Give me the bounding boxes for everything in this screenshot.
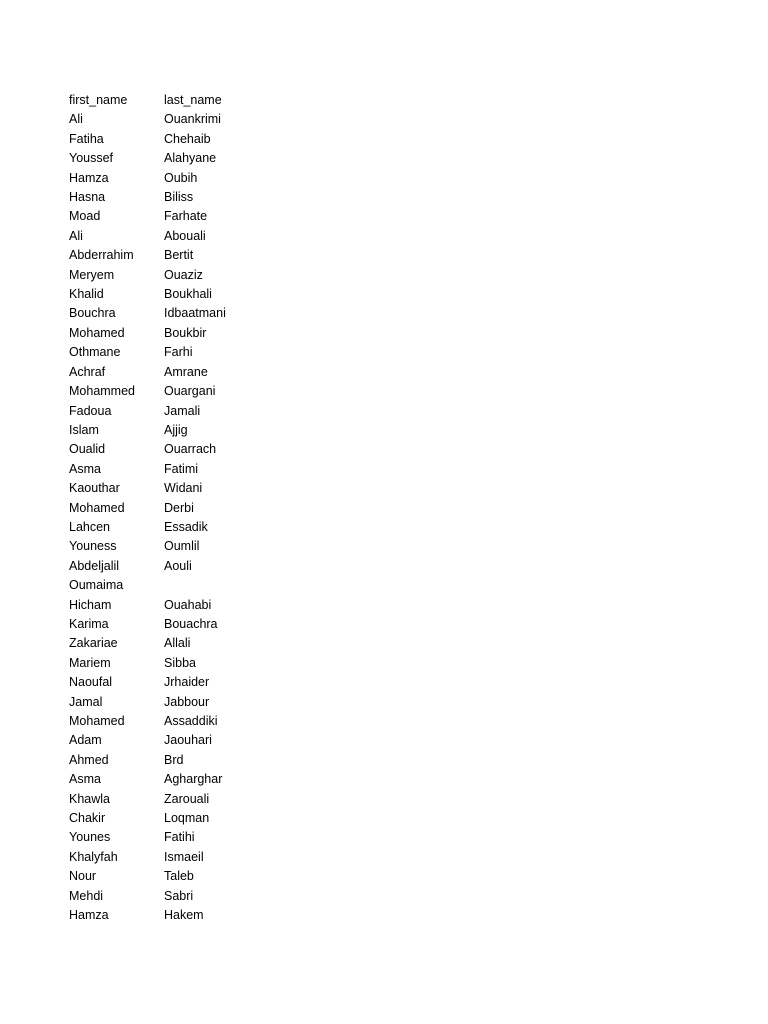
last-name-cell: Jamali: [164, 403, 201, 418]
table-row: [69, 188, 284, 207]
first-name-cell: Fadoua: [69, 403, 112, 418]
first-name-cell: Youssef: [69, 151, 114, 166]
table-row: [69, 537, 284, 556]
first-name-cell: Achraf: [69, 364, 106, 379]
first-name-cell: Mohammed: [69, 384, 135, 399]
table-row: [69, 149, 284, 168]
name-rows: [69, 110, 284, 925]
table-row: [69, 304, 284, 323]
first-name-cell: Youness: [69, 539, 117, 554]
first-name-cell: Ahmed: [69, 752, 109, 767]
last-name-cell: Bertit: [164, 248, 194, 263]
table-row: [69, 518, 284, 537]
first-name-cell: Mehdi: [69, 888, 104, 903]
table-row: [69, 169, 284, 188]
last-name-cell: Allali: [164, 636, 191, 651]
first-name-cell: Younes: [69, 830, 111, 845]
first-name-cell: Fatiha: [69, 131, 104, 146]
last-name-cell: Fatihi: [164, 830, 195, 845]
last-name-cell: Farhate: [164, 209, 208, 224]
first-name-cell: Khalyfah: [69, 849, 118, 864]
first-name-cell: Abdeljalil: [69, 558, 120, 573]
last-name-cell: Boukhali: [164, 287, 212, 302]
first-name-cell: Karima: [69, 616, 109, 631]
last-name-cell: Fatimi: [164, 461, 199, 476]
last-name-cell: Sibba: [164, 655, 196, 670]
last-name-cell: Zarouali: [164, 791, 210, 806]
first-name-cell: Asma: [69, 461, 101, 476]
last-name-cell: Ouahabi: [164, 597, 212, 612]
first-name-cell: Hamza: [69, 908, 109, 923]
first-name-cell: Nour: [69, 869, 97, 884]
last-name-cell: Hakem: [164, 908, 204, 923]
last-name-cell: Farhi: [164, 345, 193, 360]
first-name-cell: Mohamed: [69, 325, 125, 340]
table-row: [69, 712, 284, 731]
table-row: [69, 828, 284, 847]
table-row: [69, 731, 284, 750]
table-row: [69, 460, 284, 479]
last-name-cell: Ouankrimi: [164, 112, 221, 127]
first-name-cell: Mariem: [69, 655, 111, 670]
table-row: [69, 615, 284, 634]
last-name-cell: Jabbour: [164, 694, 210, 709]
table-row: [69, 770, 284, 789]
header-first-name: first_name: [69, 93, 128, 107]
table-row: [69, 285, 284, 304]
table-row: [69, 557, 284, 576]
last-name-cell: Ouaziz: [164, 267, 203, 282]
first-name-cell: Ali: [69, 228, 83, 243]
table-row: [69, 363, 284, 382]
first-name-cell: Khalid: [69, 287, 104, 302]
first-name-cell: Oualid: [69, 442, 106, 457]
last-name-cell: Assaddiki: [164, 714, 218, 728]
last-name-cell: Amrane: [164, 364, 208, 379]
last-name-cell: Jaouhari: [164, 733, 212, 748]
first-name-cell: Lahcen: [69, 519, 111, 534]
table-row: [69, 867, 284, 886]
table-row: [69, 324, 284, 343]
last-name-cell: Derbi: [164, 500, 194, 515]
last-name-cell: Idbaatmani: [164, 306, 226, 321]
first-name-cell: Othmane: [69, 345, 121, 360]
table-row: [69, 130, 284, 149]
first-name-cell: Hamza: [69, 170, 109, 185]
table-row: [69, 693, 284, 712]
first-name-cell: Naoufal: [69, 675, 113, 690]
last-name-cell: Essadik: [164, 519, 208, 534]
first-name-cell: Mohamed: [69, 714, 125, 728]
first-name-cell: Khawla: [69, 791, 110, 806]
first-name-cell: Jamal: [69, 694, 103, 709]
last-name-cell: Ouarrach: [164, 442, 217, 457]
table-row: [69, 440, 284, 459]
first-name-cell: Zakariae: [69, 636, 118, 651]
first-name-cell: Meryem: [69, 267, 115, 282]
table-row: [69, 673, 284, 692]
table-row: [69, 382, 284, 401]
first-name-cell: Oumaima: [69, 578, 124, 593]
last-name-cell: Loqman: [164, 811, 210, 826]
table-row: [69, 343, 284, 362]
last-name-cell: Sabri: [164, 888, 194, 903]
names-sheet: [69, 91, 284, 925]
table-row: [69, 266, 284, 285]
table-row: [69, 790, 284, 809]
table-row: [69, 227, 284, 246]
first-name-cell: Ali: [69, 112, 83, 127]
last-name-cell: Ajjig: [164, 422, 188, 437]
last-name-cell: Jrhaider: [164, 675, 210, 690]
table-row: [69, 887, 284, 906]
last-name-cell: Oubih: [164, 170, 198, 185]
header-row: [69, 91, 284, 110]
first-name-cell: Hasna: [69, 190, 106, 205]
last-name-cell: Boukbir: [164, 325, 207, 340]
table-row: [69, 499, 284, 518]
table-row: [69, 246, 284, 265]
last-name-cell: Alahyane: [164, 151, 217, 166]
last-name-cell: Taleb: [164, 869, 194, 884]
last-name-cell: Biliss: [164, 190, 194, 205]
first-name-cell: Kaouthar: [69, 481, 120, 496]
table-row: [69, 402, 284, 421]
last-name-cell: Chehaib: [164, 131, 211, 146]
last-name-cell: Bouachra: [164, 616, 218, 631]
table-row: [69, 110, 284, 129]
table-row: [69, 207, 284, 226]
first-name-cell: Adam: [69, 733, 102, 748]
last-name-cell: Abouali: [164, 228, 206, 243]
first-name-cell: Abderrahim: [69, 248, 134, 263]
table-row: [69, 596, 284, 615]
table-row: [69, 751, 284, 770]
last-name-cell: Ismaeil: [164, 849, 204, 864]
last-name-cell: Brd: [164, 752, 184, 767]
first-name-cell: Chakir: [69, 811, 106, 826]
last-name-cell: [164, 576, 284, 595]
last-name-cell: Widani: [164, 481, 203, 496]
first-name-cell: Mohamed: [69, 500, 125, 515]
first-name-cell: Asma: [69, 772, 101, 787]
last-name-cell: Aouli: [164, 558, 192, 573]
table-row: [69, 576, 284, 595]
table-row: [69, 809, 284, 828]
table-row: [69, 479, 284, 498]
first-name-cell: Islam: [69, 422, 99, 437]
table-row: [69, 654, 284, 673]
last-name-cell: Oumlil: [164, 539, 200, 554]
first-name-cell: Moad: [69, 209, 101, 224]
last-name-cell: Ouargani: [164, 384, 216, 399]
first-name-cell: Bouchra: [69, 306, 116, 321]
table-row: [69, 906, 284, 925]
table-row: [69, 421, 284, 440]
last-name-cell: Agharghar: [164, 772, 223, 787]
header-last-name: last_name: [164, 93, 222, 107]
first-name-cell: Hicham: [69, 597, 112, 612]
table-row: [69, 848, 284, 867]
table-row: [69, 634, 284, 653]
